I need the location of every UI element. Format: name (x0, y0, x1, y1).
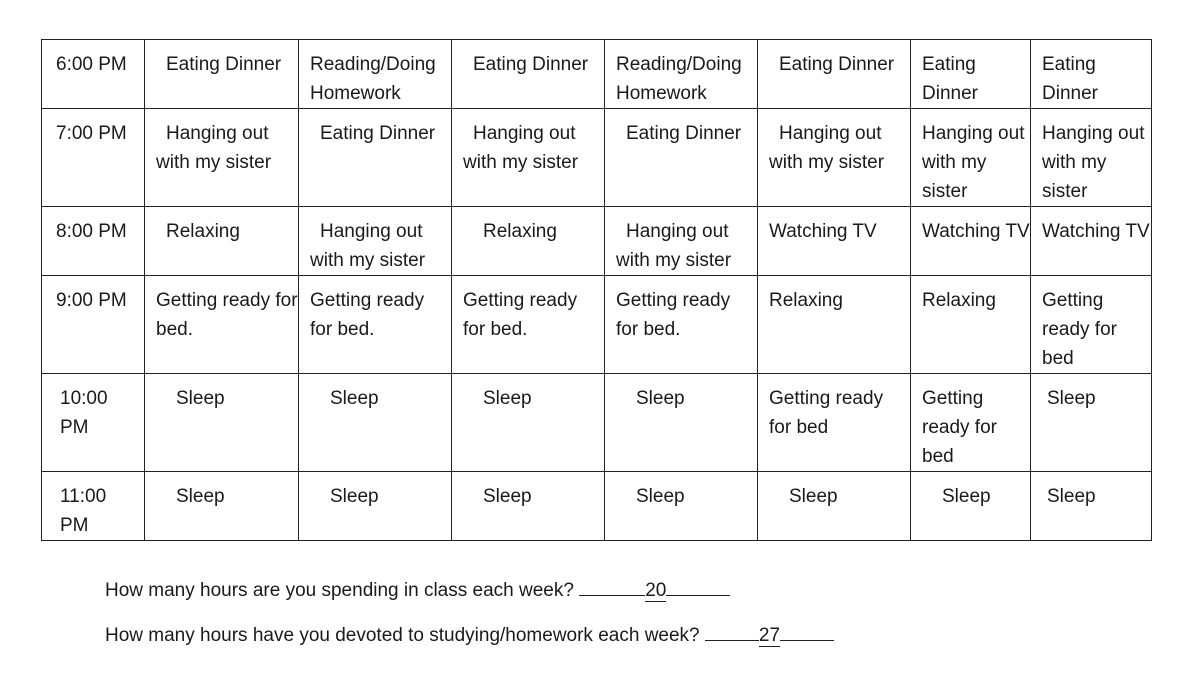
activity-cell (758, 109, 911, 207)
activity-cell: Getting ready for bed. (145, 276, 299, 374)
activity-cell: Getting ready for bed. (605, 276, 758, 374)
activity-text: Hanging out with my sister (463, 123, 579, 173)
activity-cell: Relaxing (911, 276, 1031, 374)
activity-cell: Eating Dinner (605, 109, 758, 207)
activity-text: Hanging out with my sister (310, 221, 426, 271)
activity-cell: Reading/Doing Homework (299, 40, 452, 109)
class-hours-prompt: How many hours are you spending in class each week? (105, 580, 574, 601)
activity-cell: Eating Dinner (452, 40, 605, 109)
schedule-row-11pm (42, 472, 1152, 541)
activity-cell: Relaxing (145, 207, 299, 276)
study-hours-answer: 27 (758, 625, 781, 646)
schedule-row-6pm (42, 40, 1152, 109)
time-cell: 6:00 PM (42, 40, 145, 109)
activity-cell: Relaxing (452, 207, 605, 276)
activity-cell: Watching TV (911, 207, 1031, 276)
class-hours-question (105, 575, 730, 603)
activity-text: Hanging out with my sister (616, 221, 732, 271)
activity-cell: Relaxing (758, 276, 911, 374)
time-cell: 11:00 PM (42, 472, 145, 541)
schedule-row-9pm (42, 276, 1152, 374)
activity-cell (605, 207, 758, 276)
time-cell: 8:00 PM (42, 207, 145, 276)
activity-cell: Reading/Doing Homework (605, 40, 758, 109)
activity-cell: Watching TV (1031, 207, 1152, 276)
activity-cell: Sleep (1031, 374, 1152, 472)
activity-cell: Sleep (145, 472, 299, 541)
activity-cell: Sleep (911, 472, 1031, 541)
class-hours-answer: 20 (645, 580, 667, 601)
activity-cell: Getting ready for bed (911, 374, 1031, 472)
activity-cell (299, 207, 452, 276)
time-cell: 10:00 PM (42, 374, 145, 472)
activity-cell: Hanging out with my sister (1031, 109, 1152, 207)
activity-cell: Eating Dinner (758, 40, 911, 109)
activity-cell: Sleep (299, 374, 452, 472)
answer-blank-leading (705, 620, 759, 641)
activity-cell: Sleep (299, 472, 452, 541)
schedule-row-10pm (42, 374, 1152, 472)
activity-cell: Sleep (452, 374, 605, 472)
answer-blank-trailing (780, 620, 834, 641)
activity-cell: Getting ready for bed. (299, 276, 452, 374)
activity-cell: Eating Dinner (911, 40, 1031, 109)
weekly-schedule-table (41, 39, 1152, 541)
activity-cell (452, 109, 605, 207)
activity-cell: Getting ready for bed. (452, 276, 605, 374)
activity-cell: Sleep (758, 472, 911, 541)
activity-cell: Watching TV (758, 207, 911, 276)
study-hours-prompt: How many hours have you devoted to studying/homework each week? (105, 625, 700, 646)
time-cell: 7:00 PM (42, 109, 145, 207)
activity-cell: Eating Dinner (299, 109, 452, 207)
activity-cell: Sleep (145, 374, 299, 472)
activity-cell: Eating Dinner (1031, 40, 1152, 109)
activity-cell: Getting ready for bed (758, 374, 911, 472)
schedule-row-7pm (42, 109, 1152, 207)
activity-cell: Sleep (605, 374, 758, 472)
schedule-row-8pm (42, 207, 1152, 276)
activity-cell: Sleep (605, 472, 758, 541)
answer-blank-trailing (666, 575, 730, 596)
activity-cell: Sleep (1031, 472, 1152, 541)
activity-text: Hanging out with my sister (769, 123, 885, 173)
activity-cell: Sleep (452, 472, 605, 541)
activity-cell: Hanging out with my sister (911, 109, 1031, 207)
activity-cell: Eating Dinner (145, 40, 299, 109)
activity-cell: Getting ready for bed (1031, 276, 1152, 374)
time-cell: 9:00 PM (42, 276, 145, 374)
activity-text: Hanging out with my sister (156, 123, 272, 173)
activity-cell (145, 109, 299, 207)
study-hours-question (105, 620, 834, 648)
answer-blank-leading (579, 575, 645, 596)
